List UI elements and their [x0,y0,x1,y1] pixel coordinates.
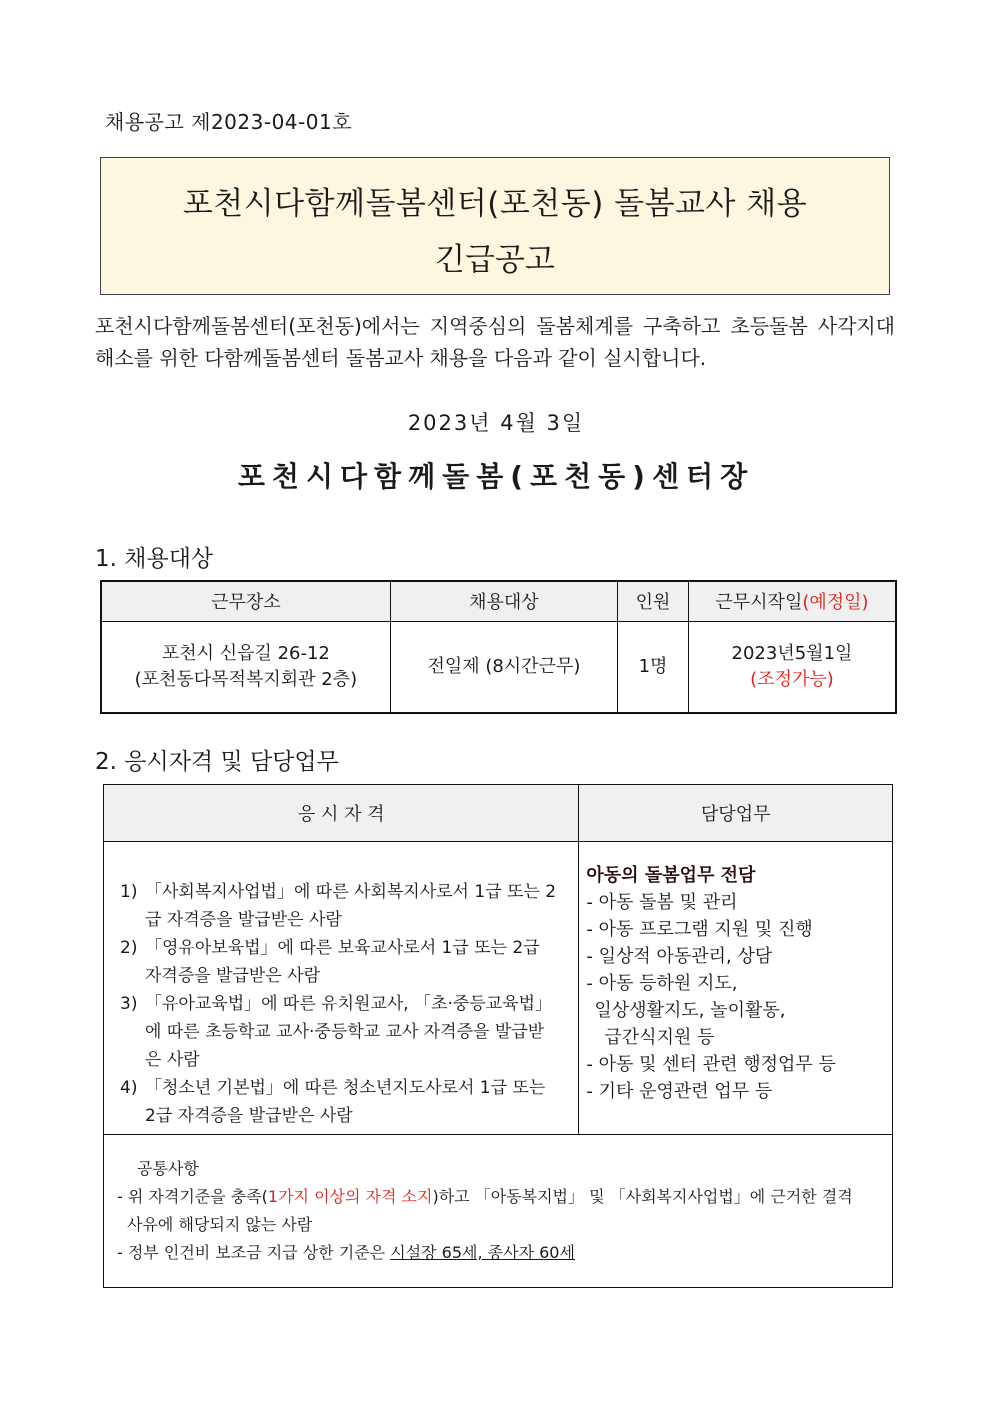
item-text: 「사회복지사업법」에 따른 사회복지사로서 1급 또는 2급 자격증을 발급받은 사람 [145,882,557,930]
list-item: - 일상적 아동관리, 상담 [586,946,773,967]
list-item [120,990,560,1074]
header-start-label: 근무시작일 [715,592,803,614]
list-item-sub: 급간식지원 등 [604,1027,715,1048]
item-number: 4) [120,1078,138,1098]
header-workplace: 근무장소 [101,581,390,621]
start-date-note: (조정가능) [750,668,834,690]
age-limit: 시설장 65세, 종사자 60세 [390,1243,575,1262]
list-item [120,934,560,990]
section1-heading: 1. 채용대상 [95,546,214,572]
list-item: - 기타 운영관련 업무 등 [586,1081,773,1102]
list-item: - 아동 프로그램 지원 및 진행 [586,919,813,940]
duties-list [579,842,893,1135]
common-line-1 [117,1183,880,1211]
title-box [100,157,890,295]
cell-target: 전일제 (8시간근무) [390,621,617,713]
common-text: - 위 자격기준을 충족( [117,1187,268,1206]
workplace-building: (포천동다목적복지회관 2층) [134,668,358,690]
cell-start-date [688,621,896,713]
common-requirements [104,1135,893,1288]
common-line-1-cont: 사유에 해당되지 않는 사람 [127,1215,313,1234]
common-heading: 공통사항 [137,1159,199,1178]
table-row [104,842,893,1135]
header-start-note: (예정일) [802,592,869,614]
qualification-list [104,842,579,1135]
intro-paragraph: 포천시다함께돌봄센터(포천동)에서는 지역중심의 돌봄체계를 구축하고 초등돌봄 사각지대 해소를 위한 다함께돌봄센터 돌봄교사 채용을 다음과 같이 실시합니다. [95,314,895,370]
item-number: 2) [120,938,138,958]
list-item: - 아동 등하원 지도, [586,973,738,994]
duties-heading: 아동의 돌봄업무 전담 [586,865,756,886]
list-item: - 아동 및 센터 관련 행정업무 등 [586,1054,836,1075]
item-number: 3) [120,994,138,1014]
table-row [101,621,896,713]
common-text: - 정부 인건비 보조금 지급 상한 기준은 [117,1243,391,1262]
common-text: )하고 「아동복지법」 및 「사회복지사업법」에 근거한 결격 [432,1187,853,1206]
workplace-address: 포천시 신읍길 26-12 [161,642,330,664]
item-number: 1) [120,882,138,902]
header-start-date [688,581,896,621]
header-duties: 담당업무 [579,785,893,842]
header-target: 채용대상 [390,581,617,621]
header-count: 인원 [618,581,689,621]
item-text: 「유아교육법」에 따른 유치원교사, 「초·중등교육법」에 따른 초등학교 교사·중등학교 교사 자격증을 발급받은 사람 [145,994,553,1070]
title-line2: 긴급공고 [435,242,555,278]
title-line1: 포천시다함께돌봄센터(포천동) 돌봄교사 채용 [182,186,808,222]
notice-number: 채용공고 제2023-04-01호 [105,110,353,134]
common-line-2 [117,1239,880,1267]
table-row [104,1135,893,1288]
issuer-name: 포천시다함께돌봄(포천동)센터장 [237,460,755,493]
list-item: - 아동 돌봄 및 관리 [586,892,738,913]
common-highlight: 1가지 이상의 자격 소지 [267,1187,433,1206]
cell-workplace [101,621,390,713]
item-text: 「영유아보육법」에 따른 보육교사로서 1급 또는 2급 자격증을 발급받은 사람 [145,938,540,986]
item-text: 「청소년 기본법」에 따른 청소년지도사로서 1급 또는 2급 자격증을 발급받은 사람 [145,1078,546,1126]
section2-heading: 2. 응시자격 및 담당업무 [95,749,339,775]
header-qualification: 응 시 자 격 [104,785,579,842]
recruitment-table [100,580,897,714]
cell-count: 1명 [618,621,689,713]
table-header-row [104,785,893,842]
qualification-table [103,784,893,1288]
list-item [120,1074,560,1130]
notice-date: 2023년 4월 3일 [407,411,585,435]
table-header-row [101,581,896,621]
list-item [120,878,560,934]
list-item-sub: 일상생활지도, 놀이활동, [594,1000,786,1021]
start-date-value: 2023년5월1일 [731,642,853,664]
